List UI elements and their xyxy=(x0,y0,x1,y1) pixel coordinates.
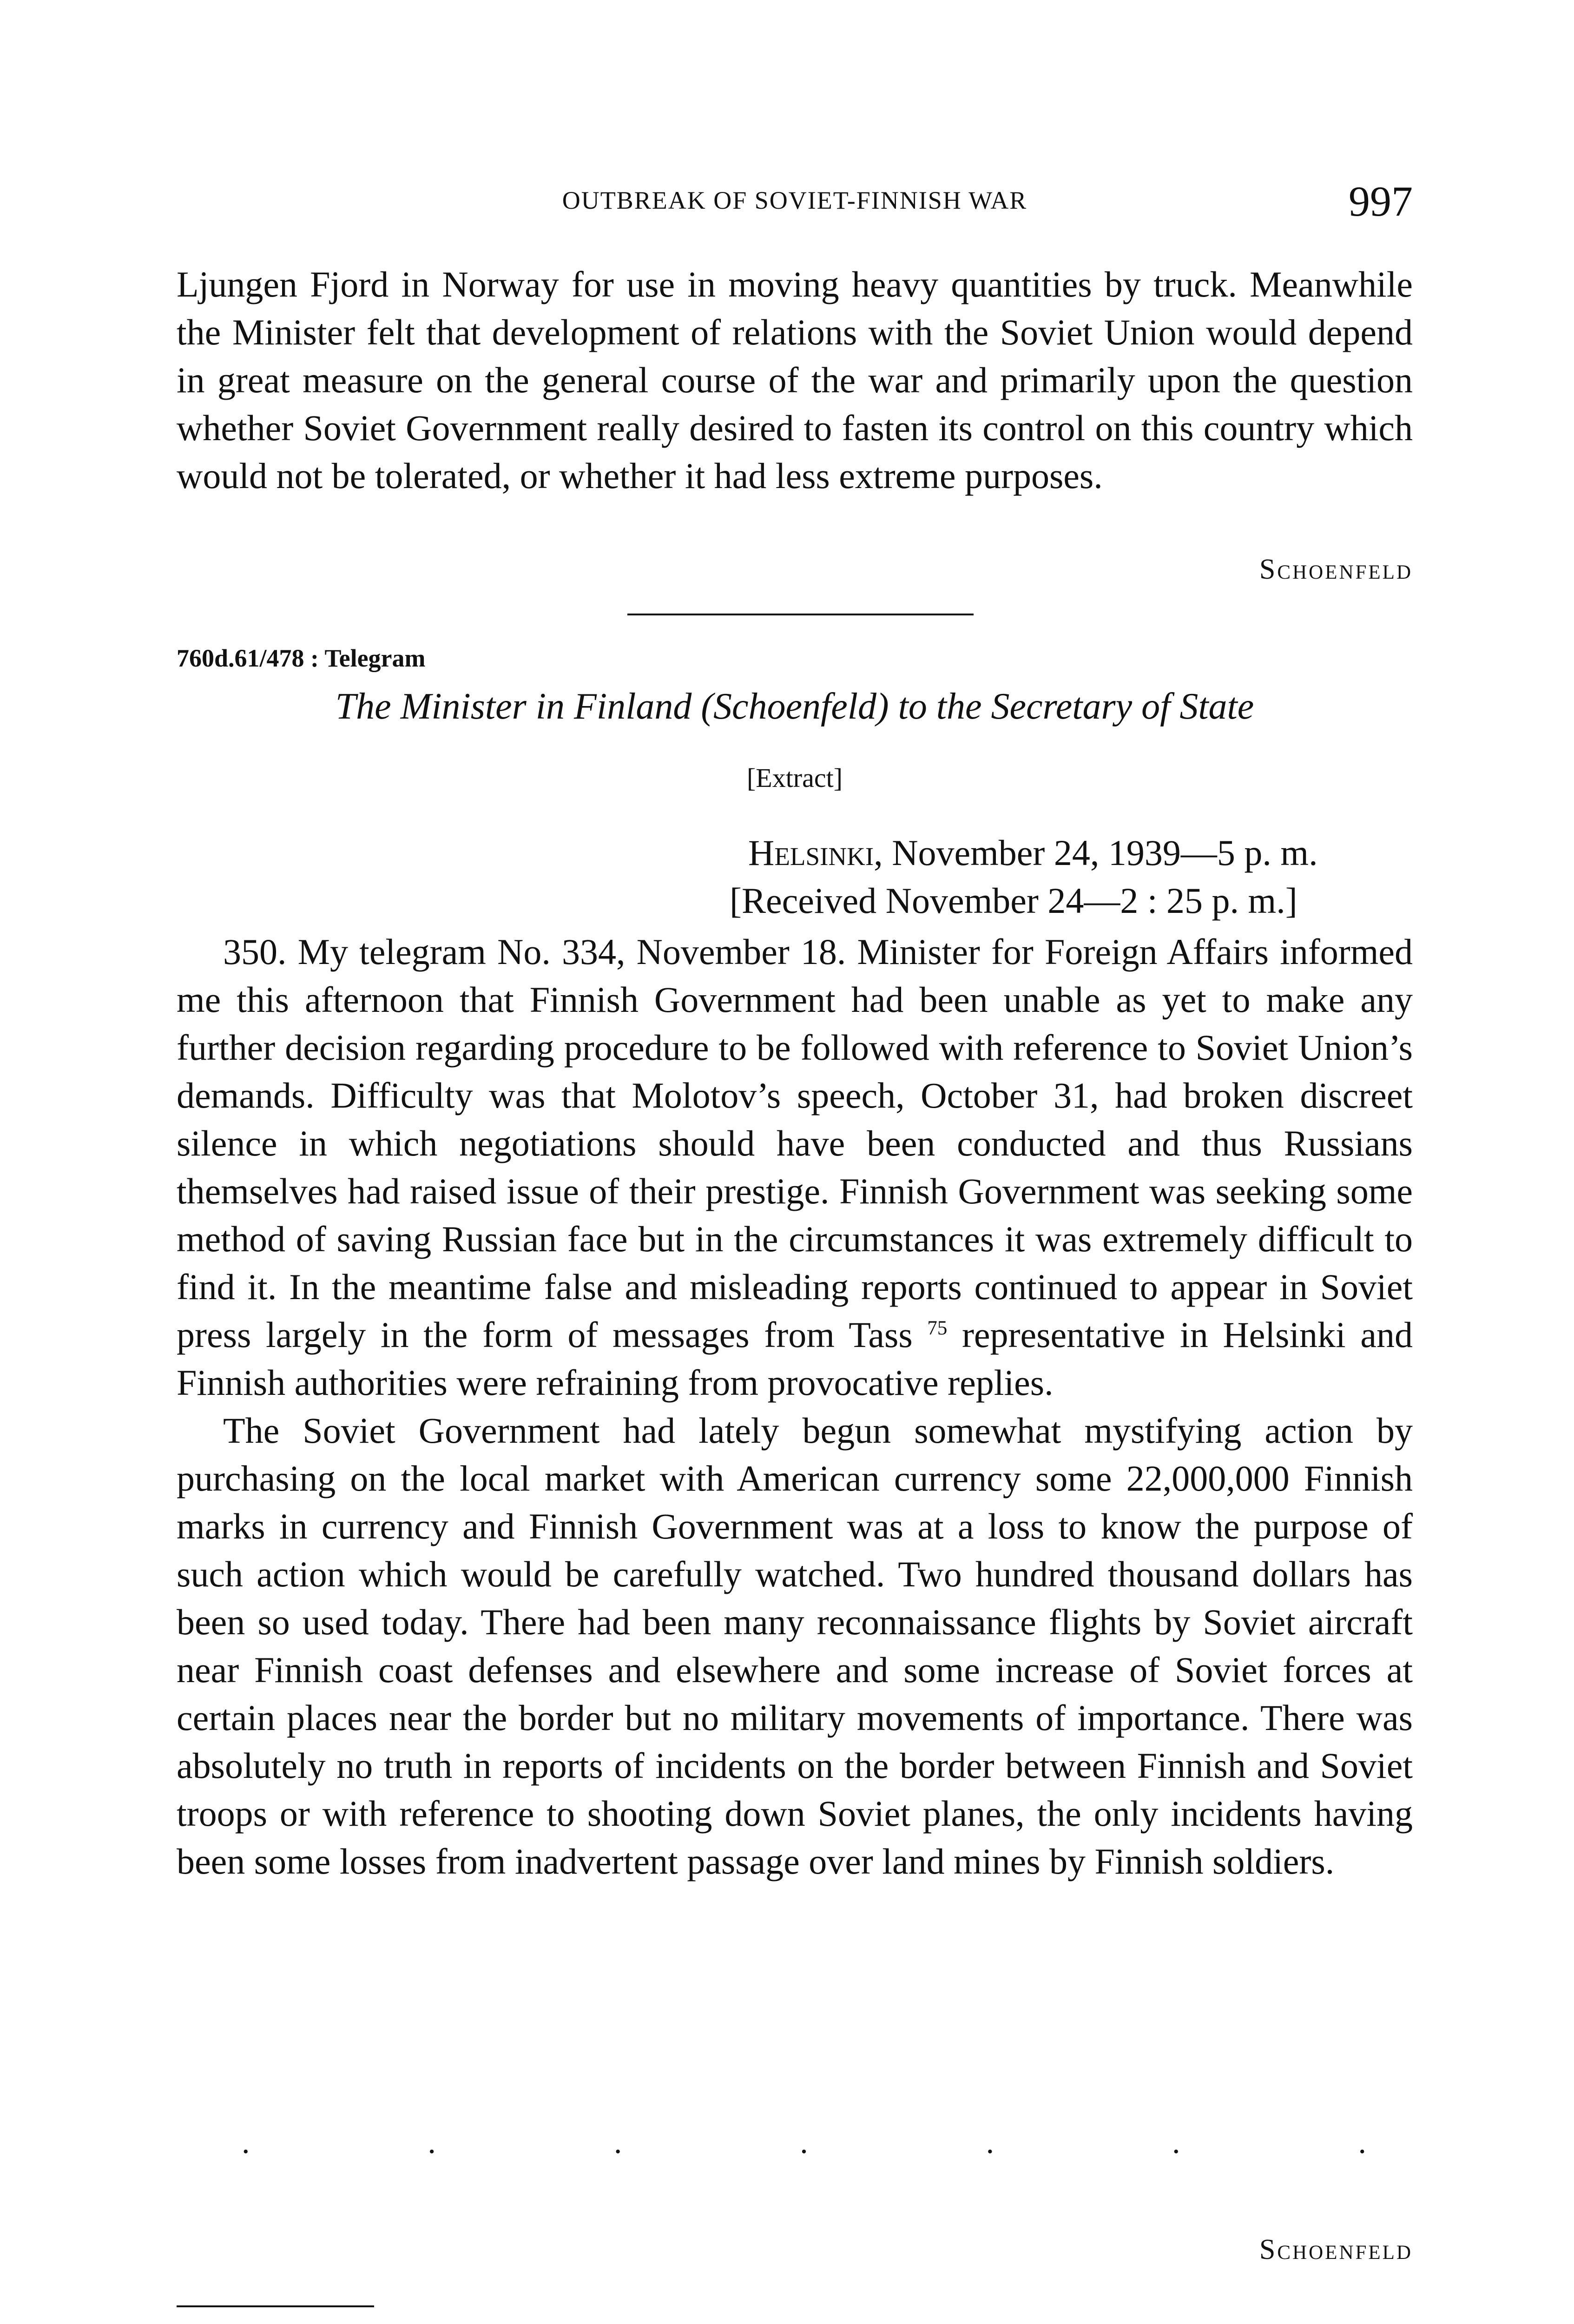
dateline-sent-time: November 24, 1939—5 p. m. xyxy=(882,832,1318,873)
ellipsis-dot: . xyxy=(800,2125,808,2160)
extract-label: [Extract] xyxy=(746,763,843,793)
paragraph-1-text-end: representative in Helsinki and Finnish authorities were refraining from provocative replies. xyxy=(177,1314,1413,1403)
footnote-divider xyxy=(177,2305,374,2307)
signature-first: Schoenfeld xyxy=(1259,554,1413,585)
page-number: 997 xyxy=(1349,178,1413,225)
page-header xyxy=(177,177,1413,232)
ellipsis-dot: . xyxy=(242,2125,250,2160)
ellipsis-dot: . xyxy=(428,2125,436,2160)
footnote xyxy=(177,2322,1413,2324)
paragraph-1-text: 350. My telegram No. 334, November 18. Minister for Foreign Affairs informed me this afternoon that Finnish Government had been unable as yet to make any further decision regarding procedure to be followed with reference to Soviet Union’s demands. Difficulty was that Molotov’s speech, October 31, had broken discreet silence in which negotiations should have been conducted and thus Russians themselves had raised issue of their prestige. Finnish Government was seeking some method of saving Russian face but in the circumstances it was extremely difficult to find it. In the meantime false and misleading reports continued to appear in Soviet press largely in the form of messages from Tass xyxy=(177,931,1413,1355)
telegram-paragraph-2: The Soviet Government had lately begun somewhat mystifying action by purchasing on the local market with American currency some 22,000,000 Finnish marks in currency and Finnish Government was at a loss to know the purpose of such action which would be carefully watched. Two hundred thousand dollars has been so used today. There had been many reconnaissance flights by Soviet aircraft near Finnish coast defenses and elsewhere and some increase of Soviet forces at certain places near the border but no military movements of importance. There was absolutely no truth in reports of incidents on the border between Finnish and Soviet troops or with reference to shooting down Soviet planes, the only incidents having been some losses from inadvertent passage over land mines by Finnish soldiers. xyxy=(177,1410,1413,1882)
continued-paragraph: Ljungen Fjord in Norway for use in moving heavy quantities by truck. Meanwhile the Minister felt that development of relations with the Soviet Union would depend in great measure on the general course of the war and primarily upon the question whether Soviet Government really desired to fasten its control on this country which would not be tolerated, or whether it had less extreme purposes. xyxy=(177,264,1413,496)
footnote-reference: 75 xyxy=(927,1317,948,1339)
ellipsis-dot: . xyxy=(613,2125,622,2160)
signature-second: Schoenfeld xyxy=(1259,2234,1413,2265)
ellipsis-row xyxy=(242,2124,1366,2161)
ellipsis-dot: . xyxy=(986,2125,994,2160)
dateline-sent xyxy=(748,832,1413,874)
dateline-received: [Received November 24—2 : 25 p. m.] xyxy=(730,880,1297,921)
ellipsis-dot: . xyxy=(1358,2125,1366,2160)
document-title: The Minister in Finland (Schoenfeld) to the Secretary of State xyxy=(335,686,1254,727)
telegram-paragraph-1 xyxy=(177,928,1413,1406)
telegram-body xyxy=(177,928,1413,1885)
file-reference: 760d.61/478 : Telegram xyxy=(177,644,426,672)
continued-section xyxy=(177,260,1413,500)
section-divider xyxy=(627,614,974,615)
dateline-place: Helsinki, xyxy=(748,832,883,873)
ellipsis-dot: . xyxy=(1172,2125,1180,2160)
running-head: OUTBREAK OF SOVIET-FINNISH WAR xyxy=(562,186,1027,214)
